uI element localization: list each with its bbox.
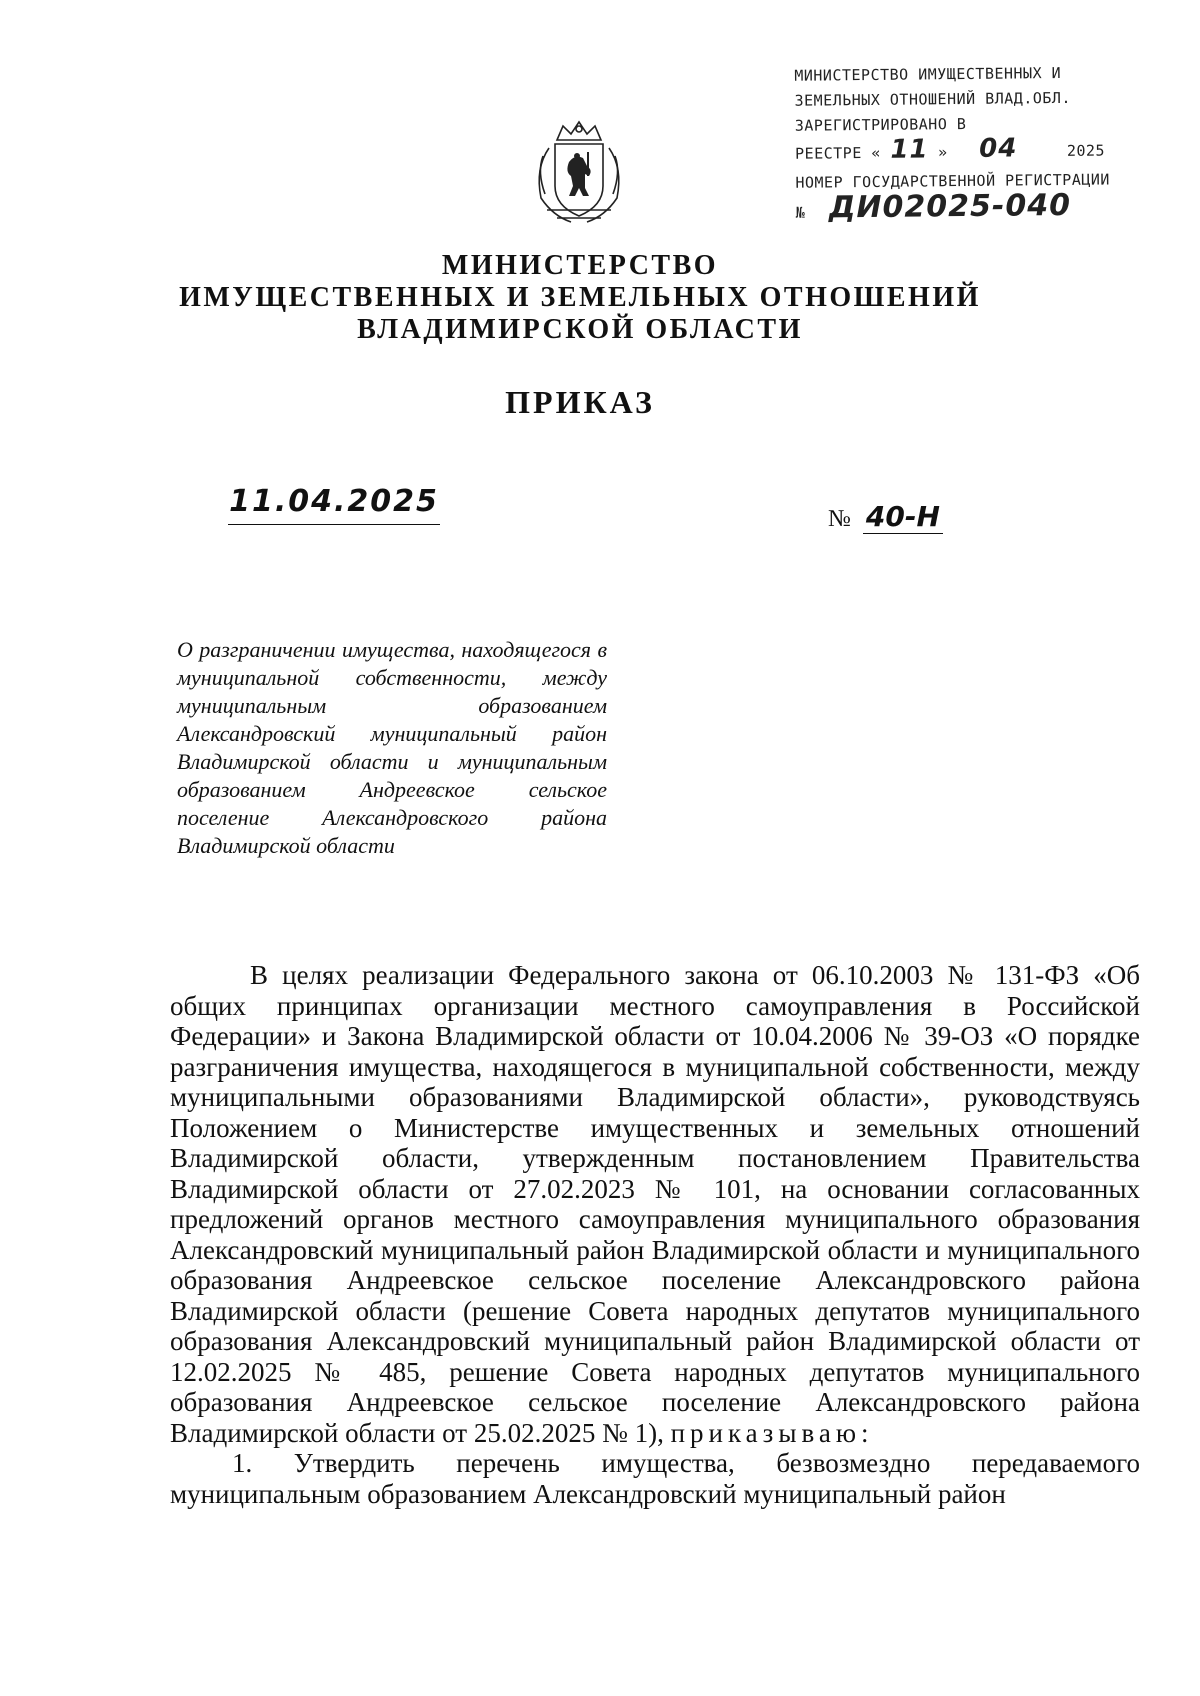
- order-number: 40-Н: [863, 500, 943, 534]
- stamp-registration-number: ДИ02025-040: [828, 187, 1072, 226]
- stamp-line-1: МИНИСТЕРСТВО ИМУЩЕСТВЕННЫХ И: [794, 63, 1062, 85]
- stamp-registry-year: 2025: [1066, 141, 1106, 160]
- body-item-1: 1. Утвердить перечень имущества, безвозмездно передаваемого муниципальным образованием Александровский муниципальный район: [170, 1448, 1140, 1509]
- org-title-line-3: ВЛАДИМИРСКОЙ ОБЛАСТИ: [357, 314, 803, 345]
- organization-title: [150, 250, 1010, 346]
- order-number-field: [828, 500, 943, 534]
- document-type-title: ПРИКАЗ: [505, 384, 655, 420]
- order-date: 11.04.2025: [228, 484, 440, 525]
- stamp-number-prefix: №: [795, 203, 806, 222]
- body-paragraph-1: [170, 960, 1140, 1448]
- stamp-registry-mid: »: [938, 143, 948, 162]
- stamp-registry-date: [795, 135, 1135, 167]
- order-subject: О разграничении имущества, находящегося в муниципальной собственности, между муниципальным образованием Александровский муниципальный район Владимирской области и муниципальным образованием Андреевское сельское поселение Александровского района Владимирской области: [177, 637, 607, 858]
- order-number-label: №: [828, 506, 851, 532]
- stamp-number-row: [795, 187, 1136, 226]
- order-body: [170, 960, 1140, 1509]
- org-title-line-2: ИМУЩЕСТВЕННЫХ И ЗЕМЕЛЬНЫХ ОТНОШЕНИЙ: [179, 282, 981, 313]
- decree-word: приказываю:: [670, 1417, 874, 1448]
- stamp-line-3: ЗАРЕГИСТРИРОВАНО В: [794, 114, 967, 135]
- registration-stamp: [794, 60, 1136, 226]
- stamp-registry-day: 11: [890, 134, 929, 165]
- stamp-registry-prefix: РЕЕСТРЕ «: [795, 143, 881, 163]
- org-title-line-1: МИНИСТЕРСТВО: [441, 250, 719, 281]
- stamp-line-2: ЗЕМЕЛЬНЫХ ОТНОШЕНИЙ ВЛАД.ОБЛ.: [794, 88, 1072, 110]
- coat-of-arms-emblem: [527, 118, 631, 228]
- stamp-number-label: НОМЕР ГОСУДАРСТВЕННОЙ РЕГИСТРАЦИИ: [795, 170, 1110, 192]
- body-paragraph-1-text: В целях реализации Федерального закона от 06.10.2003 № 131-ФЗ «Об общих принципах организации местного самоуправления в Российской Федерации» и Закона Владимирской области от 10.04.2006 № 39-ОЗ «О порядке разграничения имущества, находящегося в муниципальной собственности, между муниципальными образованиями Владимирской области», руководствуясь Положением о Министерстве имущественных и земельных отношений Владимирской области, утвержденным постановлением Правительства Владимирской области от 27.02.2023 № 101, на основании согласованных предложений органов местного самоуправления муниципального образования Александровский муниципальный район Владимирской области и муниципального образования Андреевское сельское поселение Александровского района Владимирской области (решение Совета народных депутатов муниципального образования Александровский муниципальный район Владимирской области от 12.02.2025 № 485, решение Совета народных депутатов муниципального образования Андреевское сельское поселение Александровского района Владимирской области от 25.02.2025 № 1),: [170, 960, 1140, 1448]
- stamp-registry-month: 04: [978, 133, 1018, 164]
